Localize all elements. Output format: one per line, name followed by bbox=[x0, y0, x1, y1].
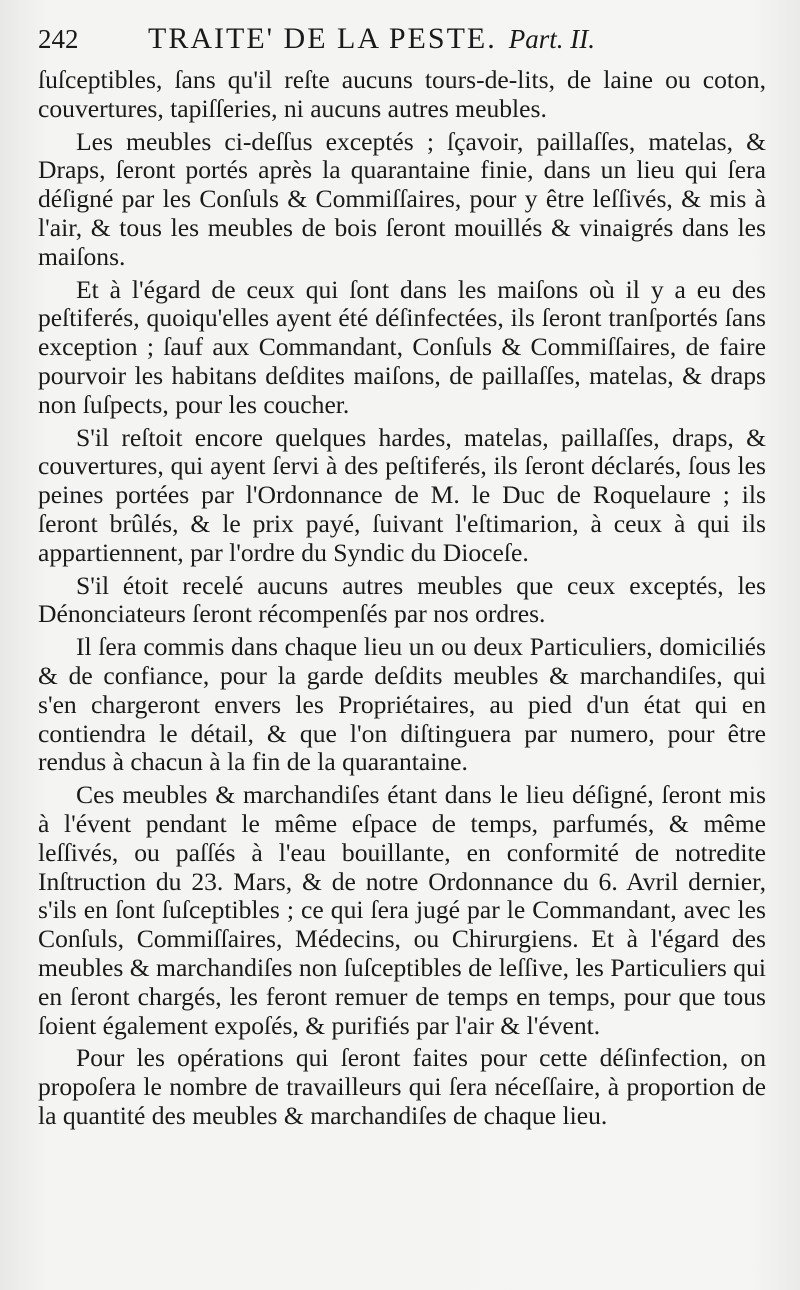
paragraph: S'il étoit recelé aucuns autres meubles que ceux exceptés, les Dénonciateurs ſeront récompenſés par nos ordres. bbox=[38, 570, 766, 629]
page-number: 242 bbox=[38, 24, 79, 54]
paragraph: Les meubles ci-deſſus exceptés ; ſçavoir, paillaſſes, matelas, & Draps, ſeront portés après la quarantaine finie, dans un lieu qui ſera déſigné par les Conſuls & Commiſſaires, pour y être leſſivés, & mis à l'air, & tous les meubles de bois ſeront mouillés & vinaigrés dans les maiſons. bbox=[38, 126, 766, 271]
paragraph: Ces meubles & marchandiſes étant dans le lieu déſigné, ſeront mis à l'évent pendant le même eſpace de temps, parfumés, & même leſſivés, ou paſſés à l'eau bouillante, en conformité de notredite Inſtruction du 23. Mars, & de notre Ordonnance du 6. Avril dernier, s'ils en ſont ſuſceptibles ; ce qui ſera jugé par le Commandant, avec les Conſuls, Commiſſaires, Médecins, ou Chirurgiens. Et à l'égard des meubles & marchandiſes non ſuſceptibles de leſſive, les Particuliers qui en ſeront chargés, les feront remuer de temps en temps, pour que tous ſoient également expoſés, & purifiés par l'air & l'évent. bbox=[38, 780, 766, 1040]
paragraph: ſuſceptibles, ſans qu'il reſte aucuns tours-de-lits, de laine ou coton, couvertures, tapiſſeries, ni aucuns autres meubles. bbox=[38, 65, 766, 123]
paragraph: Et à l'égard de ceux qui ſont dans les maiſons où il y a eu des peſtiferés, quoiqu'elles ayent été déſinfectées, ils ſeront tranſportés ſans exception ; ſauf aux Commandant, Conſuls & Commiſſaires, de faire pourvoir les habitans deſdites maiſons, de paillaſſes, matelas, & draps non ſuſpects, pour les coucher. bbox=[38, 274, 766, 419]
running-head bbox=[38, 22, 766, 66]
part-label: Part. II. bbox=[508, 24, 595, 54]
paragraph: Pour les opérations qui ſeront faites pour cette déſinfection, on propoſera le nombre de travailleurs qui ſera néceſſaire, à proportion de la quantité des meubles & marchandiſes de chaque lieu. bbox=[38, 1043, 766, 1130]
paragraph: Il ſera commis dans chaque lieu un ou deux Particuliers, domiciliés & de confiance, pour la garde deſdits meubles & marchandiſes, qui s'en chargeront envers les Propriétaires, au pied d'un état qui en contiendra le détail, & que l'on diſtinguera par numero, pour être rendus à chacun à la fin de la quarantaine. bbox=[38, 632, 766, 777]
paragraph: S'il reſtoit encore quelques hardes, matelas, paillaſſes, draps, & couvertures, qui ayent ſervi à des peſtiferés, ils ſeront déclarés, ſous les peines portées par l'Ordonnance de M. le Duc de Roquelaure ; ils ſeront brûlés, & le prix payé, ſuivant l'eſtimarion, à ceux à qui ils appartiennent, par l'ordre du Syndic du Dioceſe. bbox=[38, 422, 766, 567]
book-title: TRAITE' DE LA PESTE. bbox=[148, 22, 497, 55]
body-text bbox=[38, 66, 766, 1131]
